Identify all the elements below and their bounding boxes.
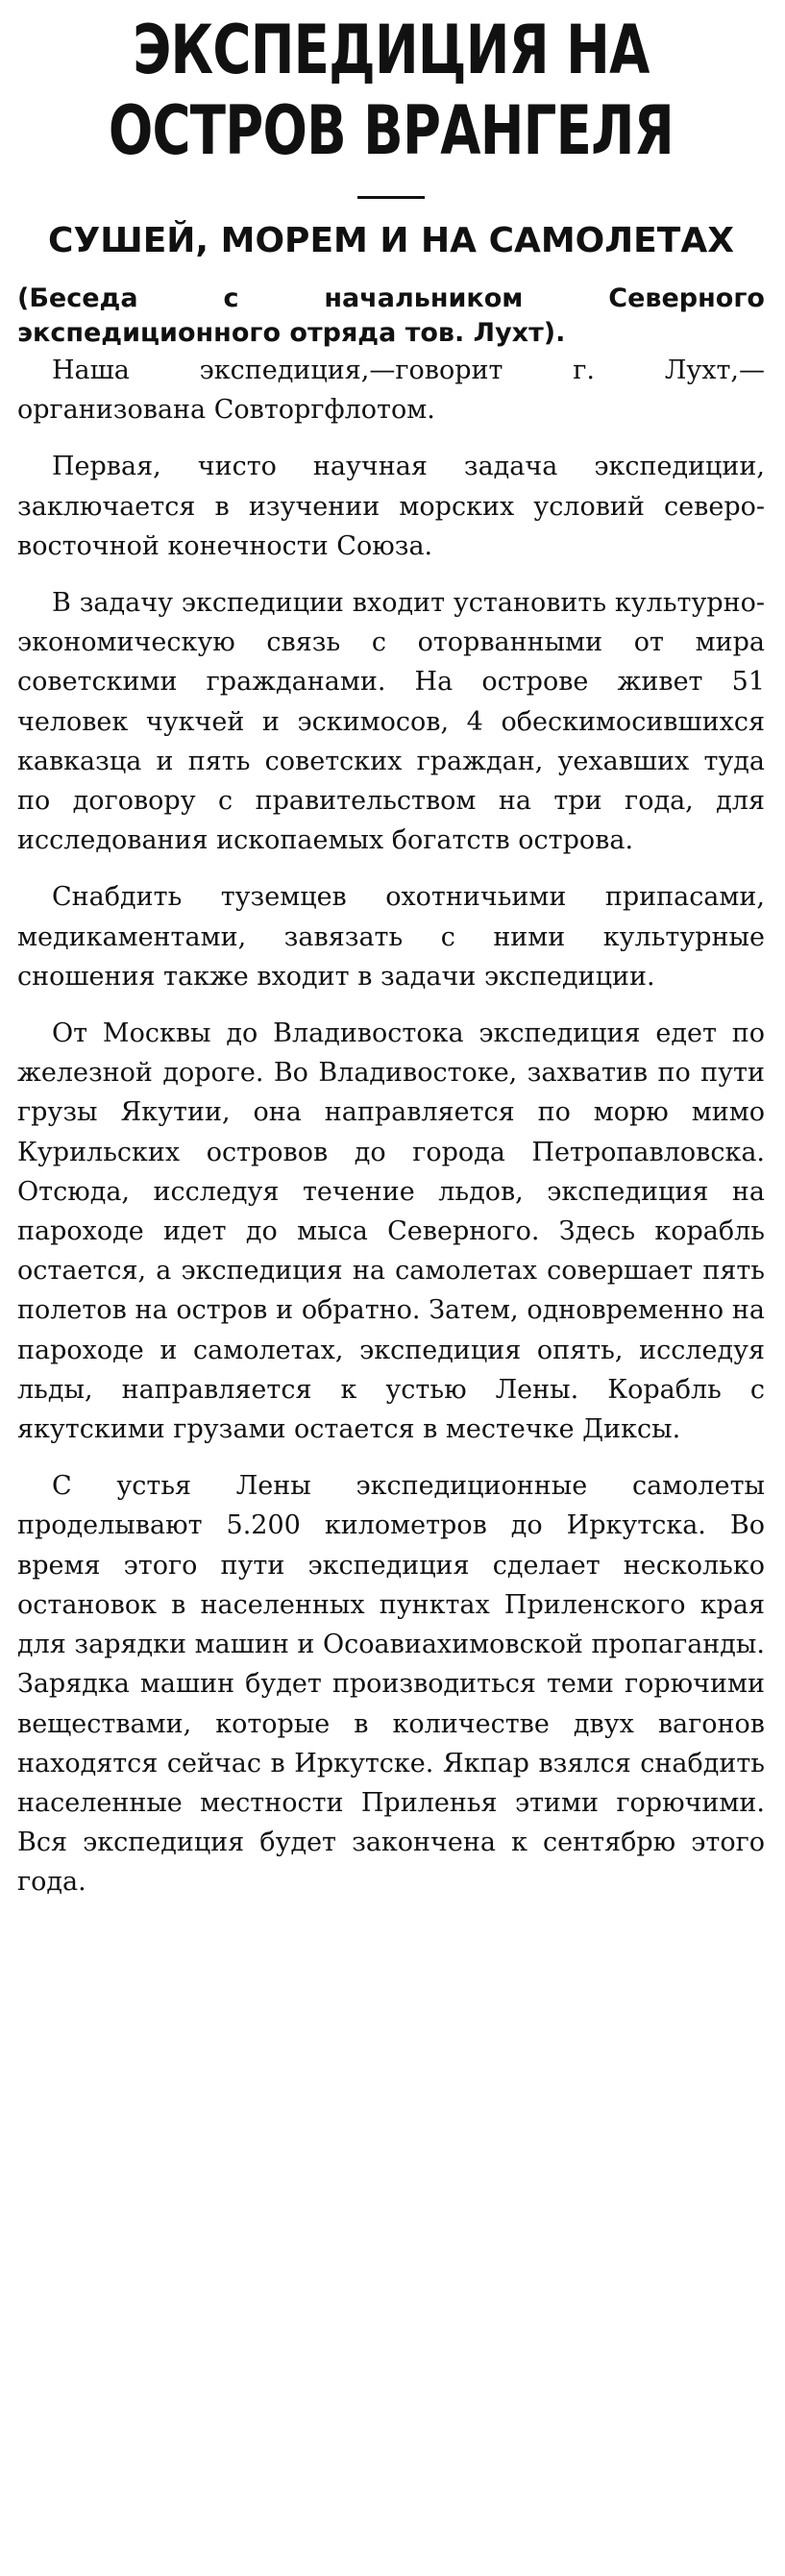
paragraph-2: Первая, чисто научная задача экспедиции, заключается в изучении морских условий северо-восточной конечности Союза. [17, 452, 765, 561]
paragraph-1: Наша экспедиция,—говорит г. Лухт,—организована Совторгфлотом. [17, 356, 765, 426]
headline-divider [357, 196, 425, 199]
paragraph-3: В задачу экспедиции входит установить культурно-экономическую связь с оторванными от мира советскими гражданами. На острове живет 51 человек чукчей и эскимосов, 4 обескимосившихся кавказца и пять советских граждан, уехавших туда по договору с правительством на три года, для исследования ископаемых богатств острова. [17, 588, 765, 856]
newspaper-clipping [17, 0, 765, 2576]
paragraph-6: С устья Лены экспедиционные самолеты проделывают 5.200 километров до Иркутска. Во время этого пути экспедиция сделает несколько остановок в населенных пунктах Приленского края для зарядки машин и Осоавиахимовской пропаганды. Зарядка машин будет производиться теми горючими веществами, которые в количестве двух вагонов находятся сейчас в Иркутске. Якпар взялся снабдить населенные местности Приленья этими горючими. Вся экспедиция будет закончена к сентябрю этого года. [17, 1471, 765, 1898]
article-subheadline: СУШЕЙ, МОРЕМ И НА САМОЛЕТАХ [48, 221, 734, 260]
article-body [17, 351, 765, 1902]
article-lead: (Беседа с начальником Северного экспедиционного отряда тов. Лухт). [17, 283, 765, 348]
paragraph-4: Снабдить туземцев охотничьими припасами, медикаментами, завязать с ними культурные сношения также входит в задачи экспедиции. [17, 882, 765, 992]
paragraph-5: От Москвы до Владивостока экспедиция едет по железной дороге. Во Владивостоке, захватив по пути грузы Якутии, она направляется по морю мимо Курильских островов до города Петропавловска. Отсюда, исследуя течение льдов, экспедиция на пароходе идет до мыса Северного. Здесь корабль остается, а экспедиция на самолетах совершает пять полетов на остров и обратно. Затем, одновременно на пароходе и самолетах, экспедиция опять, исследуя льды, направляется к устью Лены. Корабль с якутскими грузами остается в местечке Диксы. [17, 1018, 765, 1445]
article-headline: ЭКСПЕДИЦИЯ НА ОСТРОВ ВРАНГЕЛЯ [108, 11, 675, 170]
